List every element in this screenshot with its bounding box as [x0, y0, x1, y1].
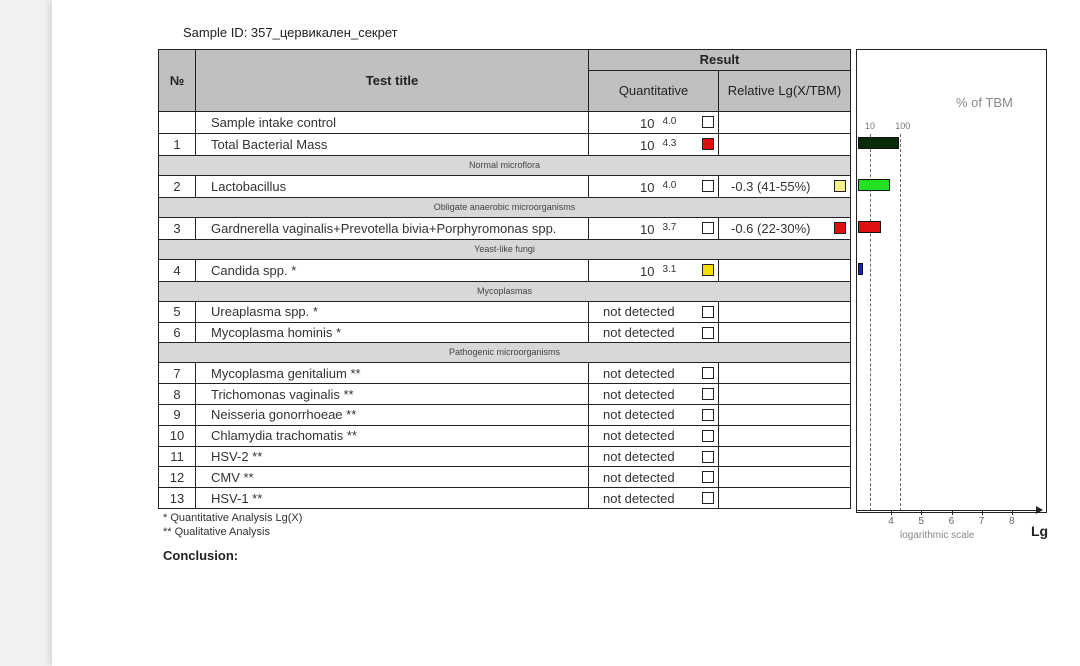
header-result: Result — [589, 50, 851, 71]
table-row — [159, 404, 851, 425]
test-title: HSV-1 ** — [196, 488, 589, 509]
status-indicator — [702, 138, 714, 150]
status-indicator — [702, 306, 714, 318]
status-indicator — [702, 388, 714, 400]
table-row — [159, 301, 851, 322]
reference-line — [900, 134, 901, 511]
quantitative-exponent: 4.3 — [662, 137, 677, 149]
table-row — [159, 488, 851, 509]
test-title: Mycoplasma genitalium ** — [196, 363, 589, 384]
status-indicator — [702, 222, 714, 234]
quantitative-text: not detected — [603, 324, 675, 340]
quantitative-base: 10 — [640, 115, 655, 131]
quantitative-text: not detected — [603, 304, 675, 320]
row-number: 3 — [159, 217, 196, 239]
x-tick-label: 6 — [948, 516, 955, 527]
row-number: 7 — [159, 363, 196, 384]
table-row — [159, 467, 851, 488]
quantitative-cell — [589, 301, 719, 322]
quantitative-exponent: 4.0 — [662, 115, 677, 127]
relative-cell — [719, 384, 851, 405]
relative-indicator — [834, 180, 846, 192]
quantitative-cell — [589, 425, 719, 446]
quantitative-cell — [589, 217, 719, 239]
quantitative-text: not detected — [603, 365, 675, 381]
relative-value: -0.3 (41-55%) — [731, 178, 811, 194]
test-title: Lactobacillus — [196, 175, 589, 197]
test-title: Gardnerella vaginalis+Prevotella bivia+Porphyromonas spp. — [196, 217, 589, 239]
quantitative-cell — [589, 384, 719, 405]
header-relative: Relative Lg(X/TBM) — [719, 70, 851, 111]
table-row — [159, 425, 851, 446]
x-axis-arrow-icon — [1036, 506, 1043, 514]
status-indicator — [702, 180, 714, 192]
quantitative-text: not detected — [603, 407, 675, 423]
quantitative-cell — [589, 488, 719, 509]
footnote-quantitative: * Quantitative Analysis Lg(X) — [163, 512, 303, 524]
group-header-row — [159, 155, 851, 175]
quantitative-cell — [589, 363, 719, 384]
test-title: HSV-2 ** — [196, 446, 589, 467]
relative-cell — [719, 301, 851, 322]
table-row — [159, 363, 851, 384]
quantitative-cell — [589, 467, 719, 488]
quantitative-exponent: 3.1 — [662, 263, 677, 275]
bar-1 — [858, 137, 899, 149]
log-chart — [856, 49, 1047, 513]
status-indicator — [702, 367, 714, 379]
header-no: № — [159, 50, 196, 112]
status-indicator — [702, 451, 714, 463]
status-indicator — [702, 327, 714, 339]
x-tick-label: 8 — [1009, 516, 1015, 527]
table-row — [159, 259, 851, 281]
x-axis — [857, 510, 1041, 511]
quantitative-text: not detected — [603, 428, 675, 444]
bar-3 — [858, 221, 881, 233]
relative-cell — [719, 217, 851, 239]
quantitative-exponent: 4.0 — [662, 179, 677, 191]
relative-cell — [719, 175, 851, 197]
quantitative-text: not detected — [603, 469, 675, 485]
quantitative-base: 10 — [640, 137, 655, 153]
results-table — [158, 49, 851, 509]
quantitative-cell — [589, 322, 719, 343]
relative-cell — [719, 363, 851, 384]
row-number: 10 — [159, 425, 196, 446]
table-row — [159, 217, 851, 239]
row-number: 9 — [159, 404, 196, 425]
row-number: 4 — [159, 259, 196, 281]
group-header: Obligate anaerobic microorganisms — [159, 197, 851, 217]
row-number: 1 — [159, 133, 196, 155]
row-number: 12 — [159, 467, 196, 488]
quantitative-cell — [589, 111, 719, 133]
header-quantitative: Quantitative — [589, 70, 719, 111]
relative-cell — [719, 425, 851, 446]
test-title: Neisseria gonorrhoeae ** — [196, 404, 589, 425]
row-number: 13 — [159, 488, 196, 509]
quantitative-base: 10 — [640, 263, 655, 279]
relative-cell — [719, 467, 851, 488]
status-indicator — [702, 430, 714, 442]
bar-2 — [858, 179, 890, 191]
test-title: Candida spp. * — [196, 259, 589, 281]
status-indicator — [702, 116, 714, 128]
test-title: Sample intake control — [196, 111, 589, 133]
quantitative-cell — [589, 404, 719, 425]
relative-indicator — [834, 222, 846, 234]
relative-cell — [719, 133, 851, 155]
group-header: Pathogenic microorganisms — [159, 343, 851, 363]
header-test-title: Test title — [196, 50, 589, 112]
quantitative-base: 10 — [640, 221, 655, 237]
chart-title: % of TBM — [956, 95, 1013, 110]
quantitative-cell — [589, 133, 719, 155]
relative-cell — [719, 111, 851, 133]
quantitative-text: not detected — [603, 490, 675, 506]
group-header-row — [159, 197, 851, 217]
row-number: 8 — [159, 384, 196, 405]
log-scale-label: logarithmic scale — [900, 530, 975, 541]
row-number: 11 — [159, 446, 196, 467]
quantitative-cell — [589, 259, 719, 281]
row-number: 2 — [159, 175, 196, 197]
test-title: Chlamydia trachomatis ** — [196, 425, 589, 446]
test-title: Total Bacterial Mass — [196, 133, 589, 155]
table-row — [159, 322, 851, 343]
relative-cell — [719, 404, 851, 425]
table-row — [159, 133, 851, 155]
report-page — [52, 0, 1080, 666]
x-tick-label: 4 — [888, 516, 894, 527]
x-axis-label: Lg — [1031, 523, 1049, 539]
table-row — [159, 175, 851, 197]
table-row — [159, 111, 851, 133]
group-header: Yeast-like fungi — [159, 239, 851, 259]
status-indicator — [702, 264, 714, 276]
row-number — [159, 111, 196, 133]
status-indicator — [702, 409, 714, 421]
x-tick-label: 5 — [918, 516, 924, 527]
group-header-row — [159, 239, 851, 259]
group-header: Mycoplasmas — [159, 281, 851, 301]
top-tick-label: 100 — [895, 121, 911, 131]
footnotes — [163, 511, 302, 539]
table-row — [159, 384, 851, 405]
group-header-row — [159, 281, 851, 301]
test-title: Ureaplasma spp. * — [196, 301, 589, 322]
row-number: 5 — [159, 301, 196, 322]
group-header-row — [159, 343, 851, 363]
quantitative-text: not detected — [603, 386, 675, 402]
test-title: CMV ** — [196, 467, 589, 488]
test-title: Mycoplasma hominis * — [196, 322, 589, 343]
relative-value: -0.6 (22-30%) — [731, 220, 811, 236]
quantitative-cell — [589, 175, 719, 197]
group-header: Normal microflora — [159, 155, 851, 175]
test-title: Trichomonas vaginalis ** — [196, 384, 589, 405]
quantitative-base: 10 — [640, 179, 655, 195]
status-indicator — [702, 471, 714, 483]
results-body — [159, 111, 851, 508]
x-tick-label: 7 — [978, 516, 985, 527]
top-tick-label: 10 — [865, 121, 876, 131]
table-row — [159, 446, 851, 467]
relative-cell — [719, 446, 851, 467]
sample-id: Sample ID: 357_цервикален_секрет — [183, 25, 398, 40]
relative-cell — [719, 259, 851, 281]
row-number: 6 — [159, 322, 196, 343]
footnote-qualitative: ** Qualitative Analysis — [163, 526, 270, 538]
bar-4 — [858, 263, 863, 275]
relative-cell — [719, 322, 851, 343]
quantitative-text: not detected — [603, 448, 675, 464]
quantitative-exponent: 3.7 — [662, 221, 677, 233]
conclusion-label: Conclusion: — [163, 548, 239, 563]
quantitative-cell — [589, 446, 719, 467]
status-indicator — [702, 492, 714, 504]
relative-cell — [719, 488, 851, 509]
